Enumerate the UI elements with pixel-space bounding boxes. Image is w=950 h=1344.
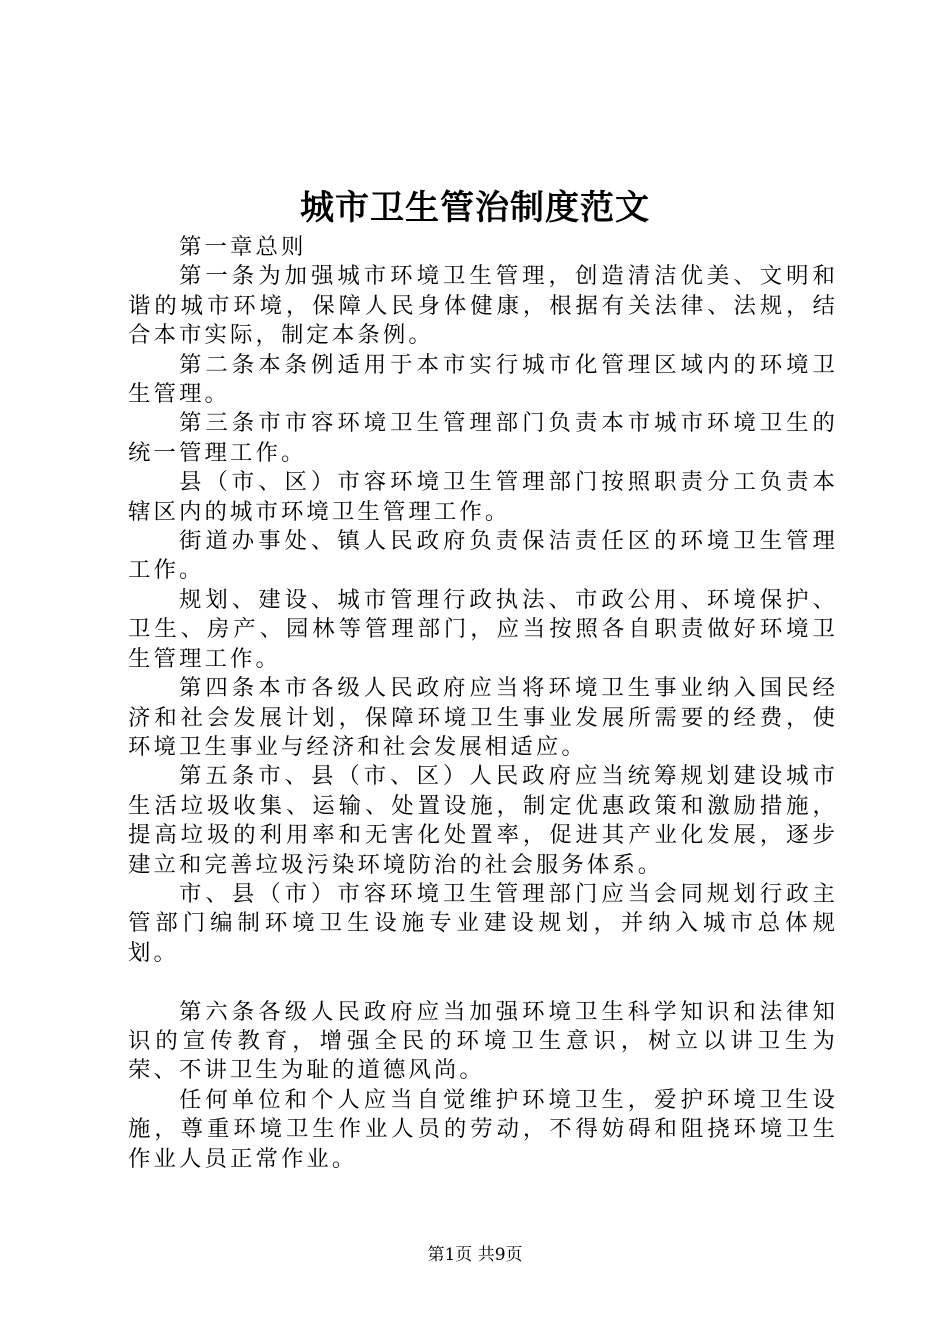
paragraph: 市、县（市）市容环境卫生管理部门应当会同规划行政主管部门编制环境卫生设施专业建设规划，并纳入城市总体规划。 (128, 880, 838, 966)
paragraph: 第六条各级人民政府应当加强环境卫生科学知识和法律知识的宣传教育，增强全民的环境卫生意识，树立以讲卫生为荣、不讲卫生为耻的道德风尚。 (128, 998, 838, 1084)
document-body (128, 233, 838, 1174)
paragraph: 第二条本条例适用于本市实行城市化管理区域内的环境卫生管理。 (128, 351, 838, 408)
paragraph: 第一条为加强城市环境卫生管理，创造清洁优美、文明和谐的城市环境，保障人民身体健康，根据有关法律、法规，结合本市实际，制定本条例。 (128, 263, 838, 349)
paragraph: 第四条本市各级人民政府应当将环境卫生事业纳入国民经济和社会发展计划，保障环境卫生事业发展所需要的经费，使环境卫生事业与经济和社会发展相适应。 (128, 675, 838, 760)
paragraph: 街道办事处、镇人民政府负责保洁责任区的环境卫生管理工作。 (128, 528, 838, 584)
document-title: 城市卫生管治制度范文 (300, 188, 650, 228)
paragraph: 第三条市市容环境卫生管理部门负责本市城市环境卫生的统一管理工作。 (128, 410, 838, 466)
paragraph: 第五条市、县（市、区）人民政府应当统筹规划建设城市生活垃圾收集、运输、处置设施，制定优惠政策和激励措施，提高垃圾的利用率和无害化处置率，促进其产业化发展，逐步建立和完善垃圾污染环境防治的社会服务体系。 (128, 763, 838, 878)
paragraph: 规划、建设、城市管理行政执法、市政公用、环境保护、卫生、房产、园林等管理部门，应当按照各自职责做好环境卫生管理工作。 (128, 586, 838, 672)
paragraph: 任何单位和个人应当自觉维护环境卫生，爱护环境卫生设施，尊重环境卫生作业人员的劳动，不得妨碍和阻挠环境卫生作业人员正常作业。 (128, 1086, 838, 1172)
chapter-heading: 第一章总则 (179, 234, 307, 260)
page-number-footer: 第1页 共9页 (427, 1245, 523, 1265)
paragraph: 县（市、区）市容环境卫生管理部门按照职责分工负责本辖区内的城市环境卫生管理工作。 (128, 469, 838, 525)
